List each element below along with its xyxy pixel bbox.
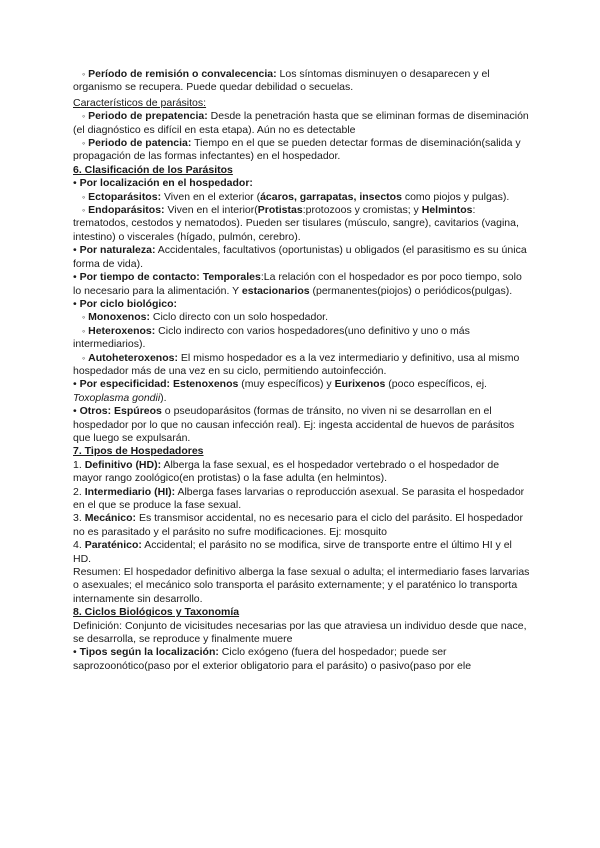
list-number: 1.	[73, 458, 85, 471]
bullet-icon: •	[73, 646, 77, 659]
otros-item	[73, 405, 531, 445]
resumen-paragraph: Resumen: El hospedador definitivo alberga la fase sexual o adulta; el intermediario fases larvarias o asexuales; el mecánico solo transporta el parásito externamente; y el paraténico lo transporta internamente sin desarrollo.	[73, 566, 530, 605]
caracteristicos-title: Característicos de parásitos:	[73, 96, 207, 109]
hetero-text: Ciclo indirecto con varios hospedadores(uno definitivo y uno o más intermediarios).	[73, 324, 470, 351]
intermediario-term: Intermediario (HI):	[84, 485, 176, 498]
definitivo-text: Alberga la fase sexual, es el hospedador vertebrado o el hospedador de mayor rango zoológico(en protistas) o la fase adulta (en helmintos).	[73, 458, 500, 485]
localizacion-title: Por localización en el hospedador:	[79, 177, 253, 190]
definitivo-term: Definitivo (HD):	[84, 458, 162, 471]
bullet-icon: •	[73, 244, 77, 257]
ciclo-title: Por ciclo biológico:	[79, 297, 178, 310]
endo-protistas: Protistas	[257, 204, 303, 217]
definitivo-item	[73, 459, 531, 486]
otros-text: o pseudoparásitos (formas de tránsito, no viven ni se desarrollan en el hospedador por lo que no causan infección real). Ej: ingesta accidental de huevos de parásitos que luego se expulsarán.	[73, 405, 515, 444]
mecanico-text: Es transmisor accidental, no es necesario para el ciclo del parásito. El hospedador no es parasitado y el parásito no sufre modificaciones. Ej: mosquito	[73, 512, 524, 538]
auto-text: El mismo hospedador es a la vez intermediario y definitivo, usa al mismo hospedador más de una vez en su ciclo, permitiendo autoinfección.	[73, 351, 520, 377]
auto-term: Autoheteroxenos:	[88, 351, 178, 364]
ecto-term: Ectoparásitos:	[88, 190, 162, 203]
ecto-paragraph	[73, 191, 531, 204]
especificidad-text-3: ).	[160, 391, 167, 404]
tiempo-text-2: (permanentes(piojos) o periódicos(pulgas).	[309, 284, 513, 297]
patencia-text: Tiempo en el que se pueden detectar formas de diseminación(salida y propagación de las formas infectantes) en el hospedador.	[73, 137, 521, 163]
tipos-text: Ciclo exógeno (fuera del hospedador; puede ser saprozoonótico(paso por el exterior obligatorio para el parásito) o pasivo(paso por ele	[73, 646, 472, 672]
intermediario-text: Alberga fases larvarias o reproducción asexual. Se parasita el hospedador en el que se produce la fase sexual.	[73, 485, 525, 511]
patencia-term: Periodo de patencia:	[88, 137, 192, 150]
ecto-text-end: como piojos y pulgas).	[401, 190, 510, 203]
prepatencia-term: Periodo de prepatencia:	[88, 110, 208, 123]
mono-text: Ciclo directo con un solo hospedador.	[149, 311, 328, 324]
circle-bullet-icon: ◦	[82, 111, 86, 122]
remision-paragraph	[73, 68, 531, 95]
section-8-title: 8. Ciclos Biológicos y Taxonomía	[73, 606, 240, 619]
list-number: 3.	[73, 512, 85, 525]
list-number: 4.	[73, 539, 85, 552]
list-number: 2.	[73, 485, 85, 498]
intermediario-item	[73, 486, 531, 513]
tiempo-item	[73, 271, 531, 298]
circle-bullet-icon: ◦	[82, 69, 86, 79]
paratenico-term: Paraténico:	[84, 539, 142, 552]
ciclo-item	[73, 298, 531, 311]
circle-bullet-icon: ◦	[82, 312, 86, 323]
circle-bullet-icon: ◦	[82, 325, 86, 336]
document-page	[73, 68, 531, 673]
localizacion-item	[73, 177, 531, 190]
bullet-icon: •	[73, 271, 77, 284]
bullet-icon: •	[73, 405, 77, 418]
especificidad-text-2: (poco específicos, ej.	[385, 378, 487, 391]
bullet-icon: •	[73, 297, 77, 310]
auto-paragraph	[73, 352, 531, 379]
otros-term: Otros: Espúreos	[79, 405, 162, 418]
especificidad-term: Por especificidad: Estenoxenos	[79, 378, 239, 391]
ecto-examples: ácaros, garrapatas, insectos	[260, 190, 402, 203]
mecanico-item	[73, 512, 531, 539]
tipos-term: Tipos según la localización:	[79, 646, 219, 659]
especificidad-item	[73, 378, 531, 405]
naturaleza-term: Por naturaleza:	[79, 244, 156, 257]
naturaleza-item	[73, 244, 531, 271]
endo-text-2: :protozoos y cromistas; y	[302, 204, 422, 217]
especificidad-text: (muy específicos) y	[238, 378, 335, 391]
hetero-term: Heteroxenos:	[88, 324, 156, 337]
circle-bullet-icon: ◦	[82, 138, 86, 149]
bullet-icon: •	[73, 378, 77, 391]
tiempo-text: :La relación con el hospedador es por poco tiempo, solo lo necesario para la alimentación. Y	[73, 271, 522, 297]
prepatencia-paragraph	[73, 110, 531, 137]
mono-term: Monoxenos:	[88, 311, 150, 324]
especificidad-eurixenos: Eurixenos	[334, 378, 386, 391]
naturaleza-text: Accidentales, facultativos (oportunistas) u obligados (el parasitismo es su única forma de vida).	[73, 244, 527, 270]
tipos-item	[73, 646, 531, 673]
endo-text-3: : trematodos, cestodos y nematodos). Pueden ser tisulares (músculo, sangre), cavitarios (vagina, intestino) o viscerales (hígado, pulmón, cerebro).	[73, 204, 519, 243]
remision-text: Los síntomas disminuyen o desaparecen y el organismo se recupera. Puede quedar debilidad o secuelas.	[73, 68, 490, 94]
toxoplasma-name: Toxoplasma gondii	[73, 391, 161, 404]
section-7-title: 7. Tipos de Hospedadores	[73, 445, 204, 458]
endo-text: Viven en el interior(	[164, 204, 258, 217]
endo-term: Endoparásitos:	[88, 204, 165, 217]
prepatencia-text: Desde la penetración hasta que se eliminan formas de diseminación (el diagnóstico es difícil en esta etapa). Aún no es detectable	[73, 110, 529, 136]
bullet-icon: •	[73, 177, 77, 190]
endo-paragraph	[73, 204, 531, 244]
definicion-paragraph: Definición: Conjunto de vicisitudes necesarias por las que atraviesa un individuo desde que nace, se desarrolla, se reproduce y finalmente muere	[73, 619, 527, 646]
mecanico-term: Mecánico:	[84, 512, 137, 525]
remision-term: Período de remisión o convalecencia:	[88, 68, 277, 80]
circle-bullet-icon: ◦	[82, 352, 86, 363]
circle-bullet-icon: ◦	[82, 191, 86, 202]
circle-bullet-icon: ◦	[82, 205, 86, 216]
section-6-title: 6. Clasificación de los Parásitos	[73, 163, 233, 176]
mono-paragraph	[73, 311, 531, 324]
ecto-text: Viven en el exterior (	[161, 190, 261, 203]
tiempo-term: Por tiempo de contacto: Temporales	[79, 271, 261, 284]
paratenico-text: Accidental; el parásito no se modifica, sirve de transporte entre el último HI y el HD.	[73, 539, 512, 565]
patencia-paragraph	[73, 137, 531, 164]
paratenico-item	[73, 539, 531, 566]
tiempo-estacionarios: estacionarios	[241, 284, 310, 297]
hetero-paragraph	[73, 325, 531, 352]
endo-helmintos: Helmintos	[421, 204, 473, 217]
